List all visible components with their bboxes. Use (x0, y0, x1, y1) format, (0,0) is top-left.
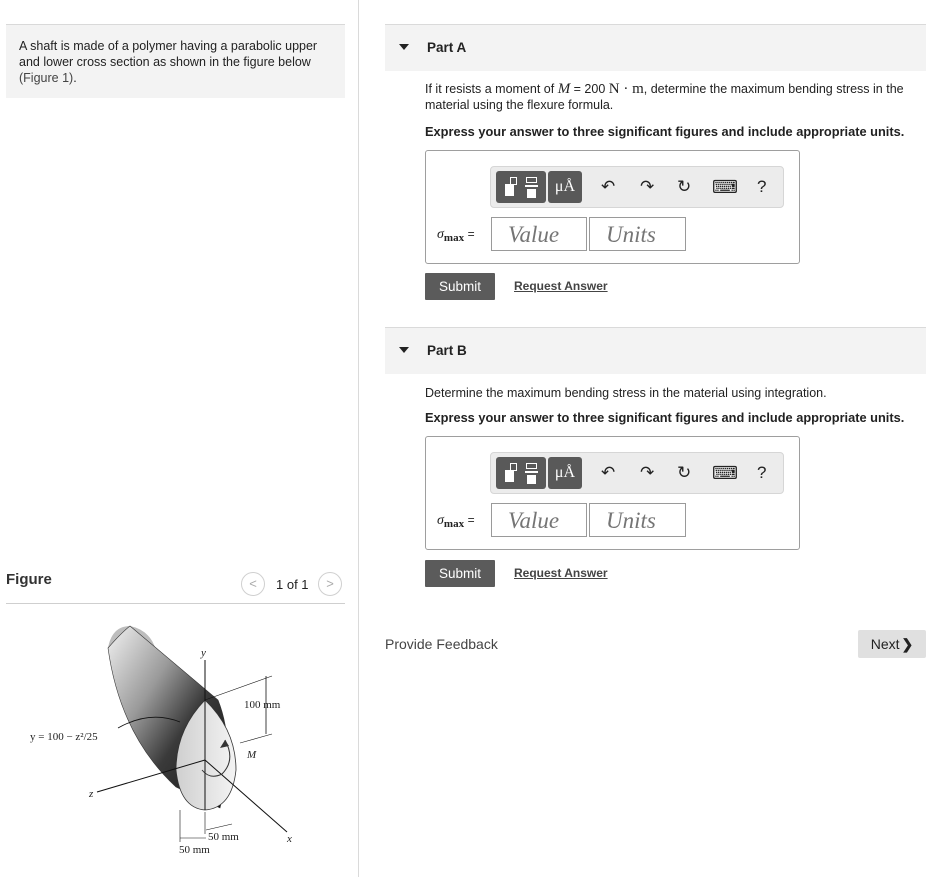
part-a-sigma-subscript: max (443, 232, 465, 244)
figure-divider (6, 603, 345, 604)
height-top-extension (205, 676, 272, 700)
part-b-header[interactable] (385, 328, 926, 374)
part-b-title: Part B (427, 343, 467, 358)
undo-icon[interactable]: ↶ (601, 177, 616, 196)
width-right-dimension-line (206, 824, 232, 830)
keyboard-icon[interactable]: ⌨ (712, 463, 738, 483)
part-b-answer-box (425, 436, 800, 550)
part-b-request-answer-link[interactable]: Request Answer (514, 566, 608, 580)
units-icon[interactable]: μÅ (548, 457, 582, 489)
column-divider (358, 0, 359, 877)
part-a-sigma-symbol: σ (437, 227, 444, 242)
y-axis-label: y (201, 647, 206, 659)
collapse-caret-icon (399, 44, 409, 50)
part-a-equals: = (467, 227, 475, 241)
help-icon[interactable]: ? (757, 177, 767, 196)
problem-text: A shaft is made of a polymer having a parabolic upper and lower cross section as shown in the figure below (19, 39, 318, 69)
part-a-answer-box (425, 150, 800, 264)
part-a-question (425, 81, 920, 113)
part-b-equals: = (467, 513, 475, 527)
parabola-equation: y = 100 − z²/25 (30, 731, 98, 743)
moment-label: M (247, 749, 257, 761)
undo-icon[interactable]: ↶ (601, 463, 616, 482)
part-a-submit-button[interactable]: Submit (425, 273, 495, 300)
height-dimension-label: 100 mm (244, 699, 281, 711)
figure-heading: Figure (6, 571, 52, 588)
chevron-right-icon: > (326, 576, 334, 591)
part-a-q-symbol: M (557, 81, 571, 97)
part-a-request-answer-link[interactable]: Request Answer (514, 279, 608, 293)
part-a-toolbar (490, 166, 784, 208)
provide-feedback-link[interactable]: Provide Feedback (385, 636, 498, 652)
problem-statement (6, 25, 345, 98)
part-b-question: Determine the maximum bending stress in the material using integration. (425, 386, 827, 400)
templates-icon[interactable] (496, 171, 546, 203)
height-bottom-extension (240, 734, 272, 743)
part-a-q-suffix: , determine the maximum bending stress in the material using the flexure formula. (425, 82, 904, 112)
part-a-q-unit: N · m (608, 81, 644, 97)
part-a-units-input[interactable] (589, 217, 686, 251)
half-width-label-bottom: 50 mm (179, 844, 210, 856)
collapse-caret-icon (399, 347, 409, 353)
reset-icon[interactable]: ↻ (677, 177, 692, 196)
problem-period: . (73, 71, 77, 85)
part-a-title: Part A (427, 40, 467, 55)
reset-icon[interactable]: ↻ (677, 463, 692, 482)
part-b-sigma-label (437, 513, 475, 529)
part-b-instruction: Express your answer to three significant figures and include appropriate units. (425, 410, 905, 425)
part-a-q-equals: = 200 (570, 82, 609, 96)
chevron-left-icon: < (249, 576, 257, 591)
part-b-toolbar (490, 452, 784, 494)
part-a-q-prefix: If it resists a moment of (425, 82, 558, 96)
redo-icon[interactable]: ↷ (640, 463, 655, 482)
part-a-sigma-label (437, 227, 475, 243)
part-b-submit-button[interactable]: Submit (425, 560, 495, 587)
part-b-sigma-subscript: max (443, 518, 465, 530)
half-width-label-top: 50 mm (208, 831, 239, 843)
figure-counter: 1 of 1 (276, 577, 309, 592)
redo-icon[interactable]: ↷ (640, 177, 655, 196)
part-a-header[interactable] (385, 25, 926, 71)
keyboard-icon[interactable]: ⌨ (712, 177, 738, 197)
z-axis-label: z (89, 788, 94, 800)
part-b-value-input[interactable] (491, 503, 587, 537)
next-button-label: Next (870, 636, 900, 652)
units-icon[interactable]: μÅ (548, 171, 582, 203)
part-b-sigma-symbol: σ (437, 513, 444, 528)
next-button[interactable] (858, 630, 926, 658)
help-icon[interactable]: ? (757, 463, 767, 482)
x-axis-label: x (287, 833, 292, 845)
part-b-units-input[interactable] (589, 503, 686, 537)
part-a-value-input[interactable] (491, 217, 587, 251)
part-a-instruction: Express your answer to three significant figures and include appropriate units. (425, 124, 905, 139)
figure-prev-button[interactable] (241, 572, 265, 596)
shaft-figure (0, 612, 345, 872)
templates-icon[interactable] (496, 457, 546, 489)
figure-link[interactable]: (Figure 1) (19, 71, 74, 85)
figure-next-button[interactable] (318, 572, 342, 596)
chevron-right-icon: ❯ (901, 636, 914, 652)
